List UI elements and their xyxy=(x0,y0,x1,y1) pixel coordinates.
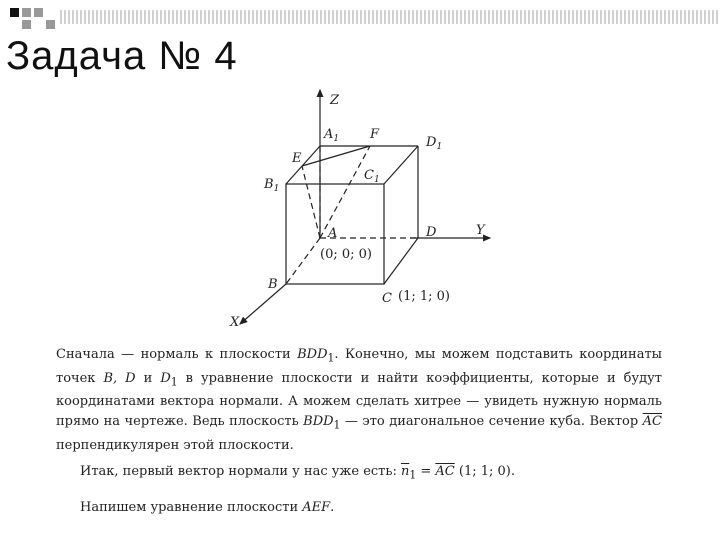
edge-a-b-hidden xyxy=(286,238,320,284)
segment-ae-hidden xyxy=(302,166,320,238)
header-decoration xyxy=(0,0,720,30)
deco-square-dark xyxy=(10,8,19,17)
segment-af-hidden xyxy=(320,146,370,238)
label-x: X xyxy=(230,315,240,330)
label-a: A xyxy=(328,226,338,241)
label-d1: $D_1$ xyxy=(426,135,443,152)
label-c1: $C_1$ xyxy=(364,168,380,185)
edge-d1-c1 xyxy=(384,146,418,184)
label-z: Z xyxy=(330,93,340,108)
deco-square-grey xyxy=(34,8,43,17)
cube-diagram xyxy=(210,88,510,338)
header-stripe-bar xyxy=(60,10,720,24)
deco-square-grey xyxy=(46,20,55,29)
vector-ac: $\overline{AC}$ xyxy=(642,414,662,430)
edge-d-c xyxy=(384,238,418,284)
axis-x-line xyxy=(240,284,286,324)
label-d: D xyxy=(426,225,437,240)
label-e: E xyxy=(292,151,302,166)
segment-ef xyxy=(302,146,370,166)
deco-square-grey xyxy=(22,8,31,17)
label-y: Y xyxy=(476,223,485,238)
label-c-coords: (1; 1; 0) xyxy=(398,289,450,304)
paragraph-first-normal: Итак, первый вектор нормали у нас уже есть: $\overline{n}_1 = \overline{AC}$ (1; 1; 0). xyxy=(80,464,515,482)
paragraph-normal-bdd1: Сначала — нормаль к плоскости $BDD_1$. Конечно, мы можем подставить координаты точек B, D и $D_1$ в уравнение плоскости и найти коэффициенты, которые и будут координатами вектора нормали. А можем сделать хитрее — увидеть нужную нормаль прямо на чертеже. Ведь плоскость $BDD_1$ — это диагональное сечение куба. Вектор $\overline{AC}$ перпендикулярен этой плоскости. xyxy=(56,347,662,453)
label-a1: $A_1$ xyxy=(324,127,340,144)
deco-square-grey xyxy=(22,20,31,29)
label-f: F xyxy=(370,127,380,142)
label-c: C xyxy=(382,291,392,306)
label-a-coords: (0; 0; 0) xyxy=(320,247,372,262)
label-b: B xyxy=(268,277,278,292)
label-b1: $B_1$ xyxy=(264,177,280,194)
paragraph-plane-aef: Напишем уравнение плоскости AEF. xyxy=(80,500,335,515)
page-title: Задача № 4 xyxy=(6,34,238,78)
